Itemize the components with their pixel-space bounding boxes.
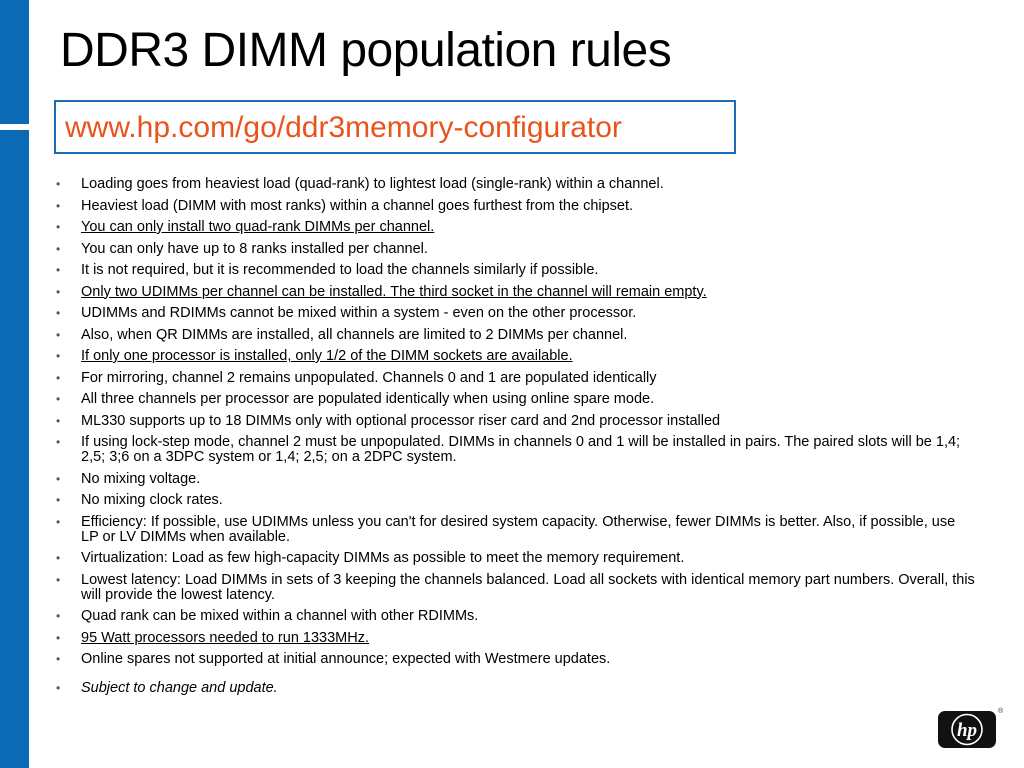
rule-text: ML330 supports up to 18 DIMMs only with optional processor riser card and 2nd processor installed: [81, 412, 721, 429]
bullet-dot-icon: •: [56, 177, 61, 191]
rule-text: 95 Watt processors needed to run 1333MHz.: [81, 629, 370, 646]
left-accent-bar: [0, 0, 29, 768]
configurator-link[interactable]: www.hp.com/go/ddr3memory-configurator: [65, 111, 622, 144]
bullet-dot-icon: •: [56, 198, 61, 213]
rule-item: [56, 551, 976, 566]
rule-text: If only one processor is installed, only 1/2 of the DIMM sockets are available.: [81, 348, 573, 364]
bullet-dot-icon: •: [56, 392, 61, 406]
bullet-dot-icon: •: [56, 471, 61, 486]
rule-text: If using lock-step mode, channel 2 must be unpopulated. DIMMs in channels 0 and 1 will be installed in pairs. The paired slots will be 1,4; 2,5; 3;6 on a 3DPC system or 1,4; 2,5; on a 2DPC system.: [81, 434, 961, 465]
bullet-dot-icon: •: [56, 306, 61, 320]
rule-text: Quad rank can be mixed within a channel with other RDIMMs.: [81, 608, 479, 624]
svg-text:hp: hp: [956, 720, 978, 741]
bullet-dot-icon: •: [56, 652, 61, 666]
rule-item: [56, 493, 976, 508]
bullet-dot-icon: •: [56, 493, 61, 507]
bullet-dot-icon: •: [56, 572, 61, 587]
rule-item: [56, 371, 976, 386]
bullet-dot-icon: •: [56, 609, 61, 623]
rule-text: You can only install two quad-rank DIMMs per channel.: [81, 219, 435, 235]
rule-item: [56, 177, 976, 192]
rule-item: [56, 681, 976, 696]
rule-item: [56, 263, 976, 278]
rule-item: [56, 631, 976, 646]
hp-logo-icon: [938, 711, 996, 748]
bullet-dot-icon: •: [56, 284, 61, 299]
rule-item: [56, 349, 976, 364]
rule-item: [56, 306, 976, 321]
rule-text: Virtualization: Load as few high-capacity DIMMs as possible to meet the memory requirement.: [81, 550, 685, 566]
bullet-dot-icon: •: [56, 263, 61, 277]
bullet-dot-icon: •: [56, 220, 61, 234]
rule-text: Lowest latency: Load DIMMs in sets of 3 keeping the channels balanced. Load all sockets with identical memory part numbers. Overall, this will provide the lowest latency.: [81, 571, 975, 603]
bullet-dot-icon: •: [56, 630, 61, 645]
rule-text: Only two UDIMMs per channel can be installed. The third socket in the channel will remain empty.: [81, 283, 707, 300]
bullet-dot-icon: •: [56, 241, 61, 256]
bullet-dot-icon: •: [56, 349, 61, 363]
bullet-dot-icon: •: [56, 681, 61, 695]
left-bar-notch: [0, 124, 29, 130]
rule-item: [56, 515, 976, 545]
rules-list: [56, 177, 976, 703]
rule-text: All three channels per processor are populated identically when using online spare mode.: [81, 391, 655, 407]
rule-text: For mirroring, channel 2 remains unpopulated. Channels 0 and 1 are populated identically: [81, 369, 657, 386]
rule-text: Online spares not supported at initial announce; expected with Westmere updates.: [81, 651, 611, 667]
rule-text: You can only have up to 8 ranks installed per channel.: [81, 240, 428, 257]
registered-mark: ®: [998, 708, 1004, 715]
rule-item: [56, 199, 976, 214]
rule-text: Also, when QR DIMMs are installed, all channels are limited to 2 DIMMs per channel.: [81, 326, 628, 343]
rule-text: Heaviest load (DIMM with most ranks) within a channel goes furthest from the chipset.: [81, 197, 634, 214]
rule-text: Efficiency: If possible, use UDIMMs unless you can't for desired system capacity. Otherwise, fewer DIMMs is better. Also, if possible, use LP or LV DIMMs when available.: [81, 513, 956, 545]
rule-item: [56, 573, 976, 603]
rule-item: [56, 242, 976, 257]
url-box[interactable]: [54, 100, 736, 154]
bullet-dot-icon: •: [56, 435, 61, 449]
slide-title: DDR3 DIMM population rules: [60, 24, 672, 77]
rule-text: No mixing clock rates.: [81, 492, 223, 508]
rule-item: [56, 414, 976, 429]
rule-item: [56, 652, 976, 667]
rule-text: Subject to change and update.: [81, 680, 278, 696]
rule-text: Loading goes from heaviest load (quad-rank) to lightest load (single-rank) within a channel.: [81, 176, 664, 192]
bullet-dot-icon: •: [56, 327, 61, 342]
rule-item: [56, 220, 976, 235]
bullet-dot-icon: •: [56, 413, 61, 428]
rule-item: [56, 328, 976, 343]
rule-item: [56, 472, 976, 487]
rule-item: [56, 609, 976, 624]
rule-item: [56, 392, 976, 407]
rule-text: No mixing voltage.: [81, 470, 201, 487]
rule-item: [56, 435, 976, 465]
rule-text: UDIMMs and RDIMMs cannot be mixed within a system - even on the other processor.: [81, 305, 637, 321]
bullet-dot-icon: •: [56, 370, 61, 385]
rule-item: [56, 285, 976, 300]
rule-text: It is not required, but it is recommended to load the channels similarly if possible.: [81, 262, 599, 278]
bullet-dot-icon: •: [56, 514, 61, 529]
bullet-dot-icon: •: [56, 551, 61, 565]
